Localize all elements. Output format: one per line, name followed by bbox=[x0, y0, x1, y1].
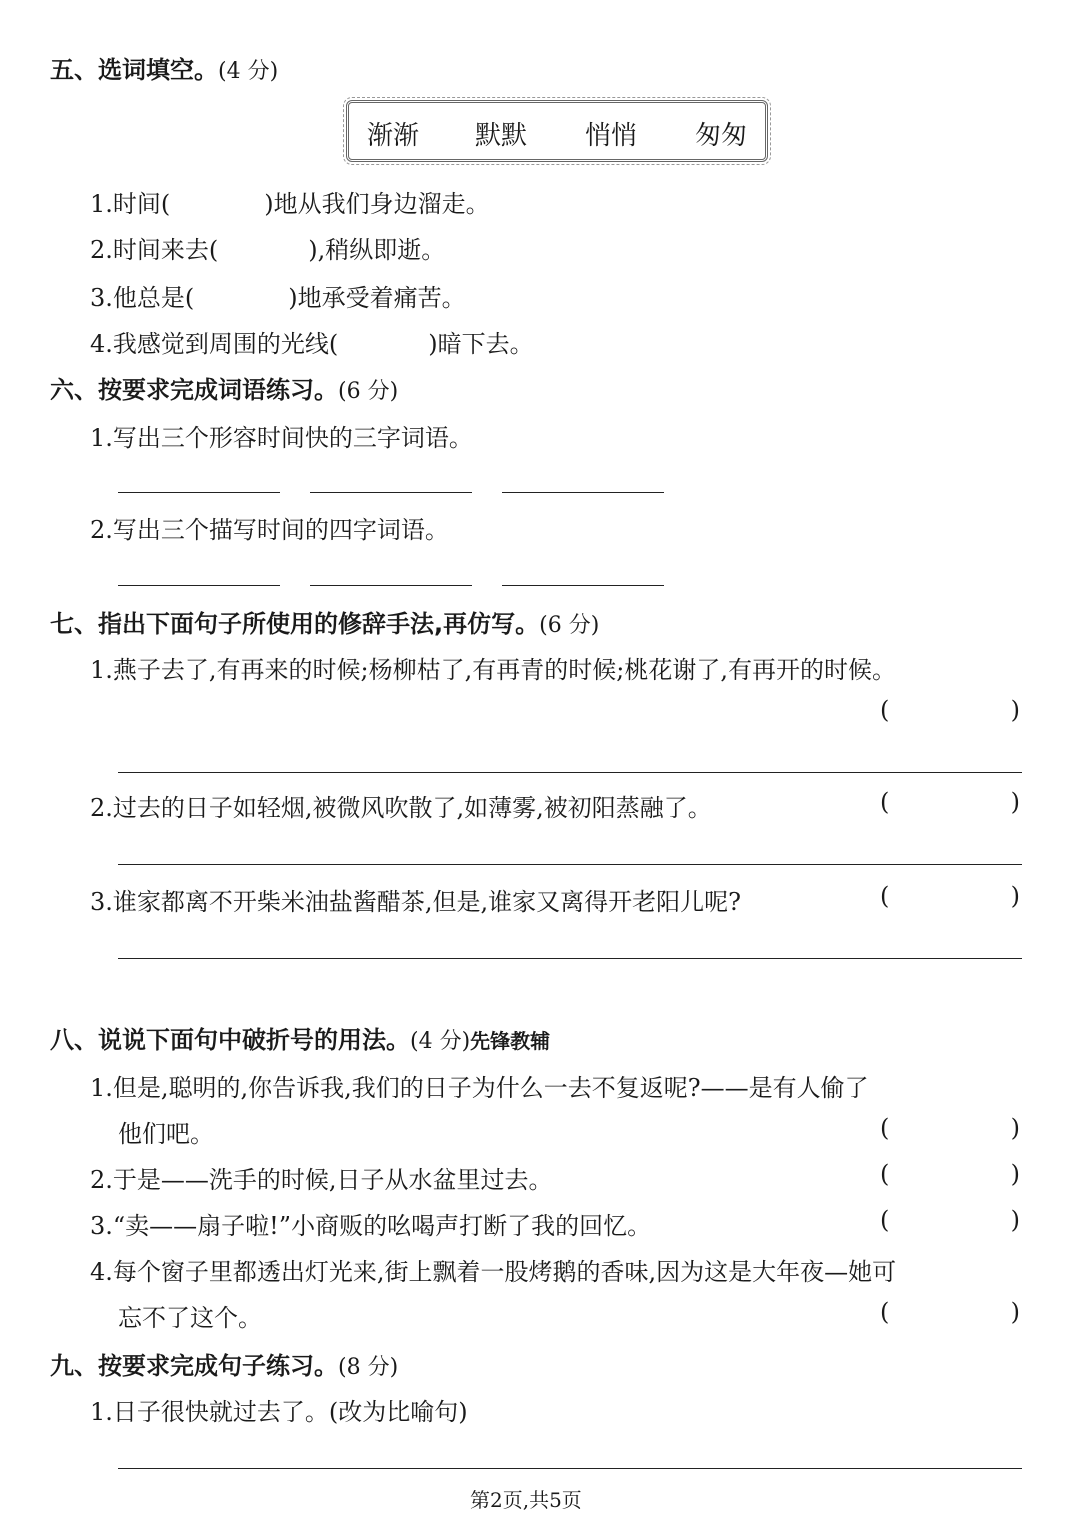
answer-line[interactable] bbox=[310, 492, 472, 493]
answer-line[interactable] bbox=[118, 772, 1022, 773]
section-title: 九、按要求完成句子练习。 bbox=[50, 1352, 338, 1380]
item-text: 3.他总是( bbox=[90, 284, 195, 312]
dash-item-3: 3.“卖——扇子啦!”小商贩的吆喝声打断了我的回忆。 bbox=[90, 1212, 652, 1240]
section-title: 七、指出下面句子所使用的修辞手法,再仿写。 bbox=[50, 610, 540, 638]
right-paren: ) bbox=[1010, 1160, 1020, 1188]
item-text: 2.时间来去( bbox=[90, 236, 219, 264]
item-text: )地承受着痛苦。 bbox=[288, 284, 466, 312]
section-title: 六、按要求完成词语练习。 bbox=[50, 376, 338, 404]
word-option: 匆匆 bbox=[695, 121, 748, 151]
fill-item-3 bbox=[90, 278, 466, 313]
word-bank-box bbox=[346, 100, 768, 162]
section-7-heading bbox=[50, 604, 599, 639]
left-paren: ( bbox=[880, 1114, 890, 1142]
item-text: ),稍纵即逝。 bbox=[308, 236, 446, 264]
answer-line[interactable] bbox=[310, 585, 472, 586]
right-paren: ) bbox=[1010, 696, 1020, 724]
section-score: (6 分) bbox=[338, 379, 399, 404]
fill-item-1 bbox=[90, 184, 490, 219]
rhetoric-item-3: 3.谁家都离不开柴米油盐酱醋茶,但是,谁家又离得开老阳儿呢? bbox=[90, 888, 742, 916]
answer-parens[interactable] bbox=[880, 1114, 1020, 1144]
answer-parens[interactable] bbox=[880, 1298, 1020, 1328]
answer-line[interactable] bbox=[118, 864, 1022, 865]
left-paren: ( bbox=[880, 788, 890, 816]
section-title: 八、说说下面句中破折号的用法。 bbox=[50, 1026, 410, 1054]
answer-parens[interactable] bbox=[880, 1160, 1020, 1190]
right-paren: ) bbox=[1010, 788, 1020, 816]
left-paren: ( bbox=[880, 1206, 890, 1234]
right-paren: ) bbox=[1010, 1114, 1020, 1142]
item-text: 4.我感觉到周围的光线( bbox=[90, 330, 339, 358]
answer-line[interactable] bbox=[502, 492, 664, 493]
sentence-item-1: 1.日子很快就过去了。(改为比喻句) bbox=[90, 1398, 468, 1426]
section-score: (4 分) bbox=[410, 1029, 471, 1054]
section-score: (4 分) bbox=[218, 59, 279, 84]
answer-parens[interactable] bbox=[880, 696, 1020, 726]
word-option: 悄悄 bbox=[585, 121, 638, 151]
dash-item-1-line-1: 1.但是,聪明的,你告诉我,我们的日子为什么一去不复返呢?——是有人偷了 bbox=[90, 1074, 869, 1102]
fill-item-2 bbox=[90, 230, 445, 265]
right-paren: ) bbox=[1010, 1298, 1020, 1326]
section-score: (6 分) bbox=[539, 613, 600, 638]
dash-item-1-line-2: 他们吧。 bbox=[118, 1120, 214, 1148]
left-paren: ( bbox=[880, 1298, 890, 1326]
word-option: 渐渐 bbox=[367, 121, 420, 151]
right-paren: ) bbox=[1010, 882, 1020, 910]
page-number: 第2页,共5页 bbox=[470, 1488, 582, 1512]
rhetoric-item-2: 2.过去的日子如轻烟,被微风吹散了,如薄雾,被初阳蒸融了。 bbox=[90, 794, 712, 822]
section-8-heading bbox=[50, 1020, 550, 1055]
fill-item-4 bbox=[90, 324, 534, 359]
answer-line[interactable] bbox=[118, 958, 1022, 959]
rhetoric-item-1: 1.燕子去了,有再来的时候;杨柳枯了,有再青的时候;桃花谢了,有再开的时候。 bbox=[90, 656, 896, 684]
item-text: )地从我们身边溜走。 bbox=[264, 190, 490, 218]
answer-line[interactable] bbox=[502, 585, 664, 586]
answer-line[interactable] bbox=[118, 585, 280, 586]
section-6-heading bbox=[50, 370, 398, 405]
dash-item-4-line-1: 4.每个窗子里都透出灯光来,街上飘着一股烤鹅的香味,因为这是大年夜—她可 bbox=[90, 1258, 897, 1286]
word-item-1: 1.写出三个形容时间快的三字词语。 bbox=[90, 424, 473, 452]
word-item-2: 2.写出三个描写时间的四字词语。 bbox=[90, 516, 449, 544]
answer-parens[interactable] bbox=[880, 1206, 1020, 1236]
answer-line[interactable] bbox=[118, 1468, 1022, 1469]
dash-item-2: 2.于是——洗手的时候,日子从水盆里过去。 bbox=[90, 1166, 553, 1194]
left-paren: ( bbox=[880, 1160, 890, 1188]
word-option: 默默 bbox=[475, 121, 528, 151]
section-score: (8 分) bbox=[338, 1355, 399, 1380]
dash-item-4-line-2: 忘不了这个。 bbox=[118, 1304, 262, 1332]
section-title: 五、选词填空。 bbox=[50, 56, 218, 84]
left-paren: ( bbox=[880, 882, 890, 910]
section-5-heading bbox=[50, 50, 278, 85]
section-9-heading bbox=[50, 1346, 398, 1381]
answer-parens[interactable] bbox=[880, 788, 1020, 818]
item-text: 1.时间( bbox=[90, 190, 171, 218]
item-text: )暗下去。 bbox=[428, 330, 534, 358]
publisher-watermark: 先锋教辅 bbox=[470, 1029, 551, 1053]
left-paren: ( bbox=[880, 696, 890, 724]
answer-parens[interactable] bbox=[880, 882, 1020, 912]
right-paren: ) bbox=[1010, 1206, 1020, 1234]
answer-line[interactable] bbox=[118, 492, 280, 493]
